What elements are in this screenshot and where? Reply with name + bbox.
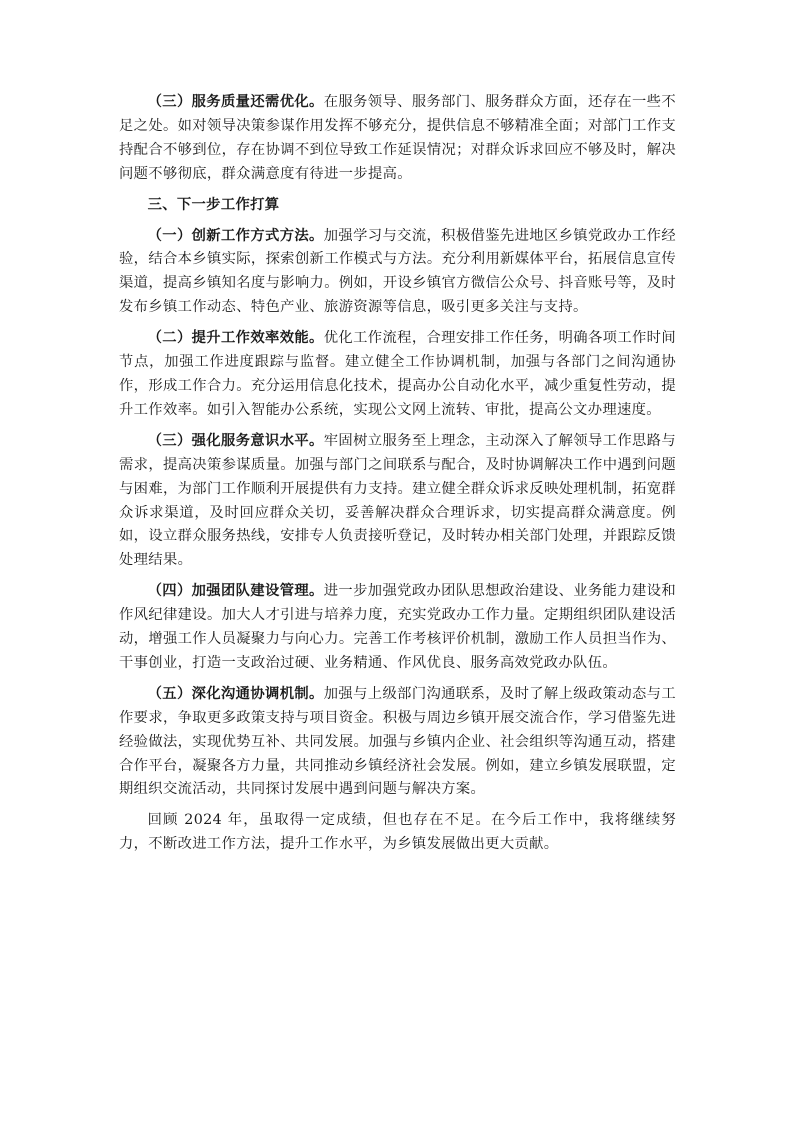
plan-item-efficiency [119,327,676,423]
document-body [119,91,676,864]
plan-item-text: 进一步加强党政办团队思想政治建设、业务能力建设和作风纪律建设。加大人才引进与培养力度，充实党政办工作力量。定期组织团队建设活动，增强工作人员凝聚力与向心力。完善工作考核评价机制，激励工作人员担当作为、干事创业，打造一支政治过硬、业务精通、作风优良、服务高效党政办队伍。 [119,583,677,671]
plan-item-service [119,430,676,573]
plan-item-heading: （二）提升工作效率效能。 [147,330,324,347]
section-title: 三、下一步工作打算 [147,196,280,213]
paragraph-service-quality [119,91,676,187]
plan-item-coordination [119,683,676,803]
plan-item-text: 牢固树立服务至上理念，主动深入了解领导工作思路与需求，提高决策参谋质量。加强与部门之间联系与配合，及时协调解决工作中遇到问题与困难，为部门工作顺利开展提供有力支持。建立健全群众诉求反映处理机制，拓宽群众诉求渠道，及时回应群众关切，妥善解决群众合理诉求，切实提高群众满意度。例如，设立群众服务热线，安排专人负责接听登记，及时转办相关部门处理，并跟踪反馈处理结果。 [119,432,677,569]
plan-item-text: 加强学习与交流，积极借鉴先进地区乡镇党政办工作经验，结合本乡镇实际，探索创新工作模式与方法。充分利用新媒体平台，拓展信息宣传渠道，提高乡镇知名度与影响力。例如，开设乡镇官方微信公众号、抖音账号等，及时发布乡镇工作动态、特色产业、旅游资源等信息，吸引更多关注与支持。 [119,227,677,316]
plan-item-text: 优化工作流程，合理安排工作任务，明确各项工作时间节点，加强工作进度跟踪与监督。建立健全工作协调机制，加强与各部门之间沟通协作，形成工作合力。充分运用信息化技术，提高办公自动化水平，减少重复性劳动，提升工作效率。如引入智能办公系统，实现公文网上流转、审批，提高公文办理速度。 [119,330,677,418]
plan-item-heading: （三）强化服务意识水平。 [147,432,324,449]
closing-paragraph: 回顾 2024 年，虽取得一定成绩，但也存在不足。在今后工作中，我将继续努力，不断改进工作方法，提升工作水平，为乡镇发展做出更大贡献。 [119,812,676,853]
plan-item-team [119,580,676,676]
plan-item-text: 加强与上级部门沟通联系，及时了解上级政策动态与工作要求，争取更多政策支持与项目资金。积极与周边乡镇开展交流合作，学习借鉴先进经验做法，实现优势互补、共同发展。加强与乡镇内企业、社会组织等沟通互动，搭建合作平台，凝聚各方力量，共同推动乡镇经济社会发展。例如，建立乡镇发展联盟，定期组织交流活动，共同探讨发展中遇到问题与解决方案。 [119,685,677,798]
plan-item-innovate [119,225,676,321]
plan-item-heading: （一）创新工作方式方法。 [147,227,324,244]
paragraph-heading: （三）服务质量还需优化。 [147,94,324,110]
plan-item-heading: （五）深化沟通协调机制。 [147,685,324,702]
plan-item-heading: （四）加强团队建设管理。 [147,583,324,600]
paragraph-text: 在服务领导、服务部门、服务群众方面，还存在一些不足之处。如对领导决策参谋作用发挥不够充分，提供信息不够精准全面；对部门工作支持配合不够到位，存在协调不到位导致工作延误情况；对群众诉求回应不够及时，解决问题不够彻底，群众满意度有待进一步提高。 [119,94,677,182]
